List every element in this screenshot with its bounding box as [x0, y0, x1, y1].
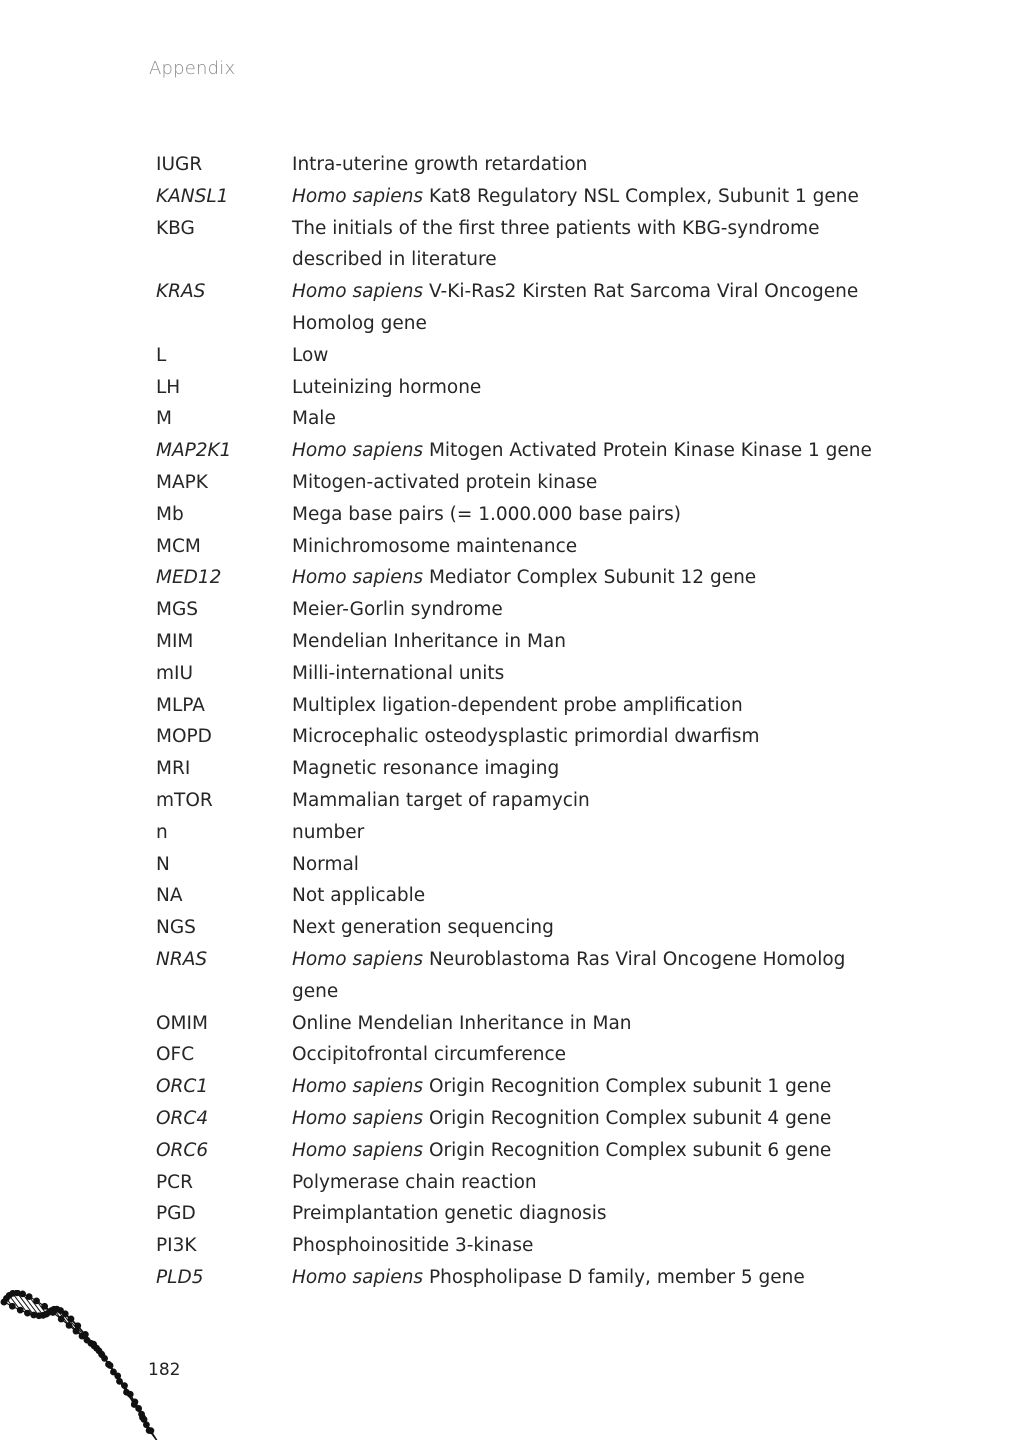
helix-node	[74, 1322, 81, 1329]
abbreviation-term: NGS	[156, 917, 196, 939]
abbreviation-entry	[156, 658, 876, 690]
definition-text: Milli-international units	[292, 662, 505, 684]
abbreviation-definition	[292, 1167, 876, 1199]
abbreviation-term: KBG	[156, 217, 195, 239]
abbreviation-entry	[156, 1198, 876, 1230]
abbreviation-definition	[292, 1230, 876, 1262]
abbreviation-definition	[292, 181, 876, 213]
helix-node	[19, 1291, 26, 1298]
abbreviation-definition	[292, 149, 876, 181]
abbreviation-entry	[156, 753, 876, 785]
abbreviation-term: Mb	[156, 503, 184, 525]
abbreviation-list	[156, 149, 876, 1294]
abbreviation-entry	[156, 1262, 876, 1294]
abbreviation-entry	[156, 499, 876, 531]
abbreviation-entry	[156, 1230, 876, 1262]
abbreviation-entry	[156, 594, 876, 626]
helix-node	[82, 1331, 89, 1338]
definition-text: Next generation sequencing	[292, 917, 554, 939]
abbreviation-definition	[292, 435, 876, 467]
abbreviation-definition	[292, 785, 876, 817]
abbreviation-term: n	[156, 821, 168, 843]
abbreviation-term: MRI	[156, 758, 191, 780]
abbreviation-term: MCM	[156, 535, 201, 557]
definition-text: Minichromosome maintenance	[292, 535, 578, 557]
abbreviation-term: PLD5	[156, 1266, 204, 1288]
abbreviation-definition	[292, 753, 876, 785]
abbreviation-entry	[156, 149, 876, 181]
abbreviation-term: mIU	[156, 662, 194, 684]
running-header: Appendix	[149, 58, 236, 79]
definition-text: number	[292, 821, 365, 843]
abbreviation-entry	[156, 1039, 876, 1071]
abbreviation-entry	[156, 1103, 876, 1135]
definition-text: Polymerase chain reaction	[292, 1171, 537, 1193]
abbreviation-entry	[156, 690, 876, 722]
definition-text: Preimplantation genetic diagnosis	[292, 1203, 607, 1225]
abbreviation-term: M	[156, 408, 172, 430]
helix-node	[9, 1303, 16, 1310]
definition-text: Luteinizing hormone	[292, 376, 482, 398]
helix-node	[127, 1391, 134, 1398]
helix-node	[132, 1399, 139, 1406]
definition-text: Magnetic resonance imaging	[292, 758, 560, 780]
definition-text: V-Ki-Ras2 Kirsten Rat Sarcoma Viral Oncogene Homolog gene	[292, 281, 859, 334]
abbreviation-definition	[292, 658, 876, 690]
abbreviation-definition	[292, 467, 876, 499]
abbreviation-definition	[292, 594, 876, 626]
abbreviation-term: ORC6	[156, 1139, 209, 1161]
definition-text: Mega base pairs (= 1.000.000 base pairs)	[292, 503, 681, 525]
definition-text: Neuroblastoma Ras Viral Oncogene Homolog gene	[292, 948, 846, 1002]
abbreviation-term: MOPD	[156, 726, 212, 748]
definition-text: Low	[292, 344, 329, 366]
abbreviation-term: MGS	[156, 599, 199, 621]
definition-text: Online Mendelian Inheritance in Man	[292, 1012, 632, 1034]
abbreviation-term: IUGR	[156, 154, 203, 175]
definition-text: Origin Recognition Complex subunit 1 gene	[423, 1076, 832, 1098]
page-number: 182	[148, 1360, 181, 1380]
abbreviation-entry	[156, 435, 876, 467]
abbreviation-definition	[292, 912, 876, 944]
abbreviation-definition	[292, 562, 876, 594]
helix-node	[107, 1362, 114, 1369]
definition-text: Meier-Gorlin syndrome	[292, 599, 503, 621]
helix-node	[90, 1341, 97, 1348]
helix-node	[121, 1382, 128, 1389]
helix-node	[66, 1322, 73, 1329]
abbreviation-term: ORC1	[156, 1076, 209, 1098]
abbreviation-term: MAPK	[156, 471, 208, 493]
abbreviation-entry	[156, 403, 876, 435]
abbreviation-definition	[292, 690, 876, 722]
abbreviation-definition	[292, 721, 876, 753]
species-name: Homo sapiens	[292, 1076, 424, 1098]
definition-text: Mammalian target of rapamycin	[292, 789, 590, 811]
abbreviation-entry	[156, 912, 876, 944]
abbreviation-entry	[156, 1071, 876, 1103]
definition-text: Origin Recognition Complex subunit 6 gene	[423, 1139, 832, 1161]
helix-node	[26, 1293, 33, 1300]
abbreviation-definition	[292, 1103, 876, 1135]
abbreviation-entry	[156, 944, 876, 1008]
species-name: Homo sapiens	[292, 567, 424, 589]
abbreviation-term: KRAS	[156, 281, 206, 303]
abbreviation-definition	[292, 944, 876, 1008]
abbreviation-definition	[292, 849, 876, 881]
definition-text: Kat8 Regulatory NSL Complex, Subunit 1 gene	[423, 185, 859, 207]
abbreviation-entry	[156, 467, 876, 499]
abbreviation-definition	[292, 531, 876, 563]
helix-node	[33, 1297, 40, 1304]
abbreviation-entry	[156, 276, 876, 340]
abbreviation-term: PI3K	[156, 1235, 197, 1257]
abbreviation-entry	[156, 785, 876, 817]
helix-node	[99, 1351, 106, 1358]
abbreviation-term: NRAS	[156, 948, 208, 970]
helix-node	[62, 1310, 69, 1317]
abbreviation-term: PCR	[156, 1171, 193, 1193]
abbreviation-term: MLPA	[156, 694, 205, 716]
abbreviation-entry	[156, 1008, 876, 1040]
abbreviation-definition	[292, 880, 876, 912]
abbreviation-definition	[292, 1039, 876, 1071]
definition-text: Origin Recognition Complex subunit 4 gene	[423, 1107, 832, 1129]
abbreviation-term: MAP2K1	[156, 440, 232, 462]
abbreviation-term: N	[156, 853, 170, 875]
abbreviation-term: mTOR	[156, 789, 213, 811]
abbreviation-term: OFC	[156, 1044, 195, 1066]
abbreviation-definition	[292, 1262, 876, 1294]
abbreviation-definition	[292, 276, 876, 340]
definition-text: Not applicable	[292, 885, 426, 907]
helix-node	[1, 1299, 8, 1306]
dna-helix-icon	[0, 1290, 170, 1440]
abbreviation-entry	[156, 880, 876, 912]
abbreviation-term: MED12	[156, 567, 222, 589]
abbreviation-term: L	[156, 344, 167, 366]
helix-node	[146, 1427, 153, 1434]
definition-text: Occipitofrontal circumference	[292, 1044, 567, 1066]
species-name: Homo sapiens	[292, 1266, 424, 1288]
definition-text: Mediator Complex Subunit 12 gene	[423, 567, 757, 589]
helix-node	[114, 1373, 121, 1380]
abbreviation-entry	[156, 1135, 876, 1167]
species-name: Homo sapiens	[292, 281, 424, 303]
definition-text: Normal	[292, 853, 359, 875]
abbreviation-entry	[156, 531, 876, 563]
definition-text: Mendelian Inheritance in Man	[292, 630, 566, 652]
abbreviation-definition	[292, 372, 876, 404]
abbreviation-entry	[156, 181, 876, 213]
abbreviation-definition	[292, 213, 876, 277]
abbreviation-term: PGD	[156, 1203, 196, 1225]
abbreviation-entry	[156, 626, 876, 658]
definition-text: Intra-uterine growth retardation	[292, 154, 588, 175]
abbreviation-definition	[292, 403, 876, 435]
definition-text: Multiplex ligation-dependent probe amplification	[292, 694, 743, 716]
species-name: Homo sapiens	[292, 440, 424, 462]
abbreviation-term: ORC4	[156, 1107, 209, 1129]
species-name: Homo sapiens	[292, 1139, 424, 1161]
abbreviation-entry	[156, 1167, 876, 1199]
abbreviation-term: LH	[156, 376, 181, 398]
abbreviation-definition	[292, 626, 876, 658]
helix-node	[68, 1315, 75, 1322]
abbreviation-definition	[292, 1198, 876, 1230]
abbreviation-entry	[156, 721, 876, 753]
helix-node	[41, 1303, 48, 1310]
helix-node	[17, 1307, 24, 1314]
definition-text: Mitogen-activated protein kinase	[292, 471, 598, 493]
definition-text: The initials of the first three patients with KBG-syndrome described in literature	[292, 217, 820, 271]
abbreviation-entry	[156, 562, 876, 594]
helix-node	[24, 1310, 31, 1317]
abbreviation-term: OMIM	[156, 1012, 208, 1034]
definition-text: Mitogen Activated Protein Kinase Kinase 1 gene	[423, 440, 872, 462]
abbreviation-definition	[292, 1071, 876, 1103]
abbreviation-term: NA	[156, 885, 183, 907]
abbreviation-definition	[292, 1135, 876, 1167]
abbreviation-entry	[156, 372, 876, 404]
abbreviation-definition	[292, 817, 876, 849]
abbreviation-definition	[292, 1008, 876, 1040]
definition-text: Phospholipase D family, member 5 gene	[423, 1266, 805, 1288]
abbreviation-definition	[292, 340, 876, 372]
definition-text: Male	[292, 408, 336, 430]
species-name: Homo sapiens	[292, 1107, 424, 1129]
abbreviation-entry	[156, 213, 876, 277]
abbreviation-term: KANSL1	[156, 185, 229, 207]
definition-text: Phosphoinositide 3-kinase	[292, 1235, 534, 1257]
definition-text: Microcephalic osteodysplastic primordial dwarfism	[292, 726, 760, 748]
abbreviation-definition	[292, 499, 876, 531]
species-name: Homo sapiens	[292, 948, 424, 970]
species-name: Homo sapiens	[292, 185, 424, 207]
abbreviation-term: MIM	[156, 630, 194, 652]
abbreviation-entry	[156, 340, 876, 372]
abbreviation-entry	[156, 849, 876, 881]
abbreviation-entry	[156, 817, 876, 849]
